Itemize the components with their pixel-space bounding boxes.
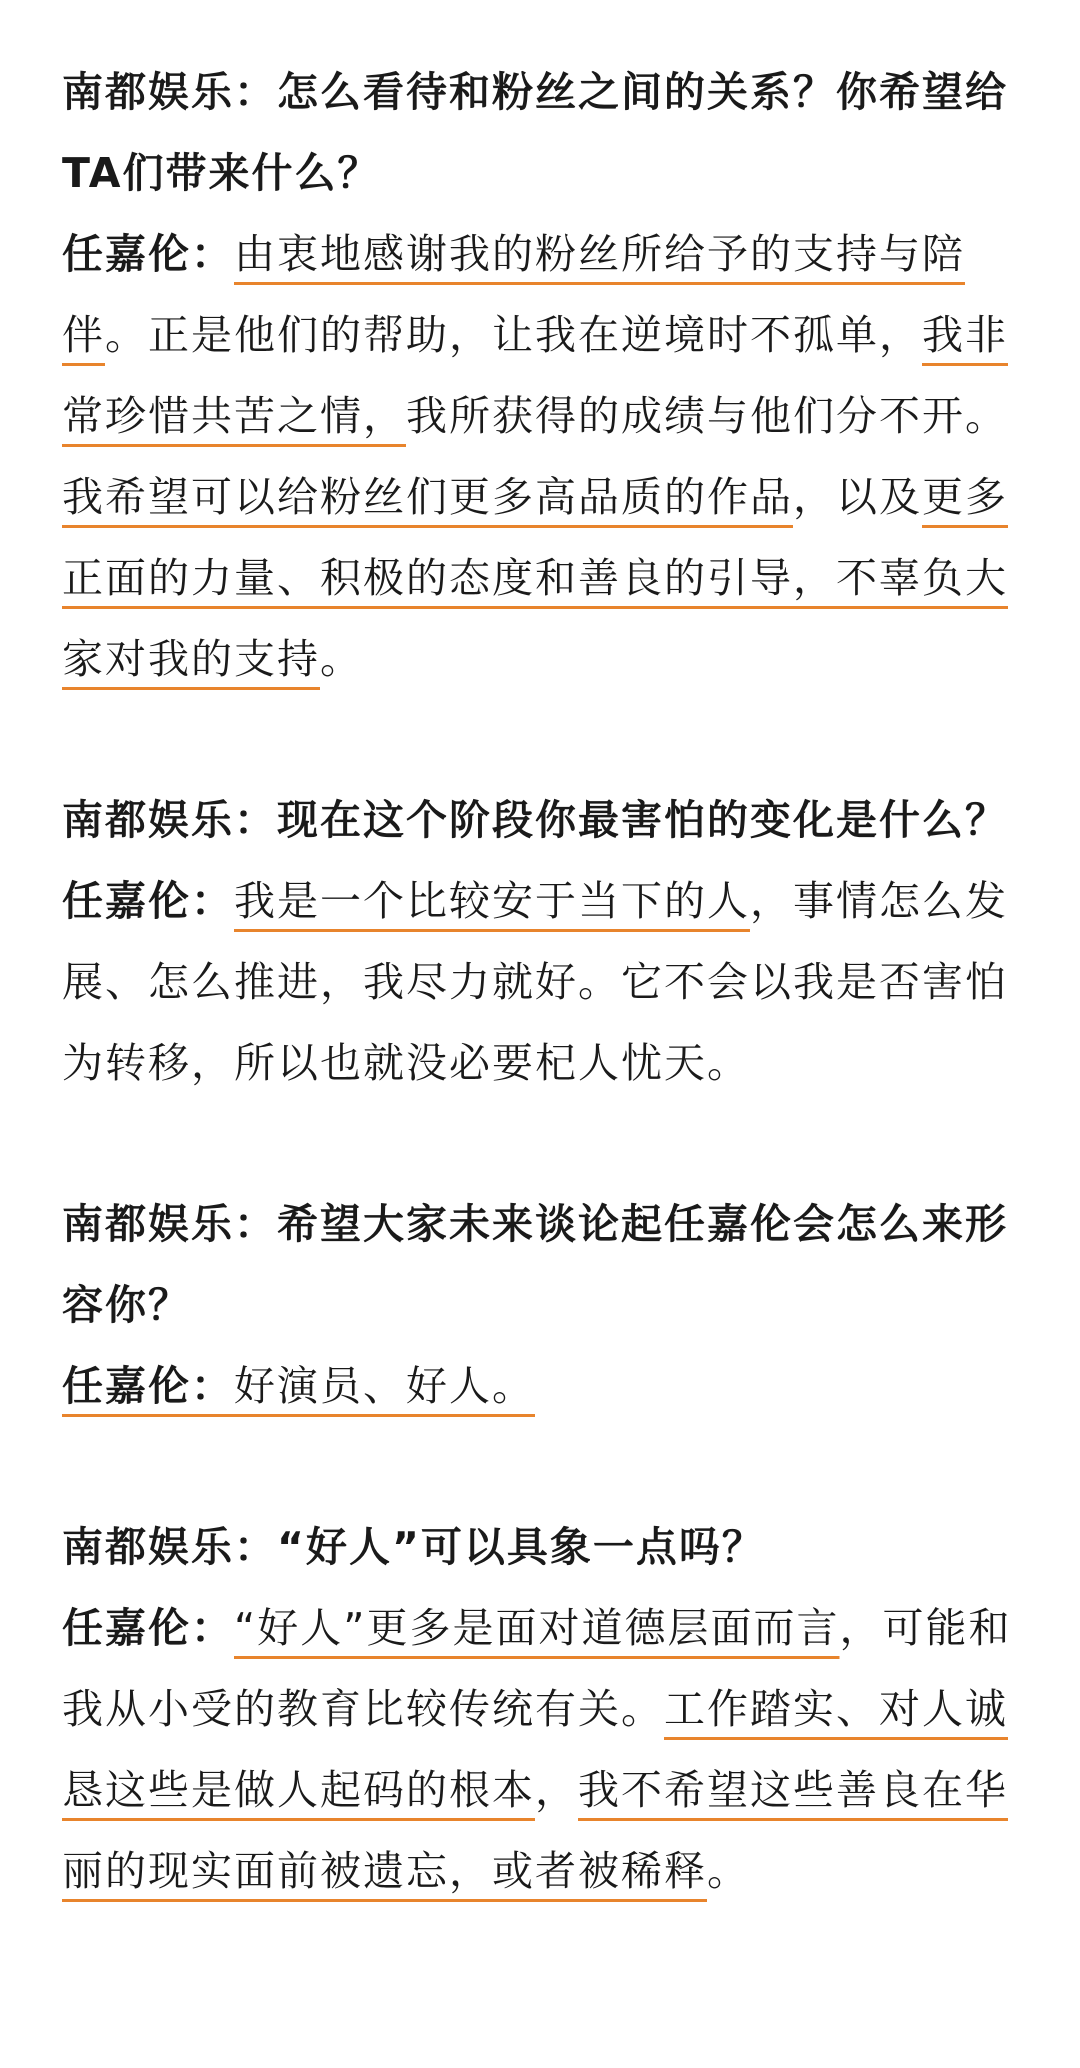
- question: [62, 780, 1022, 861]
- qa-section-4: [62, 1507, 1022, 1912]
- question-text: “好人”可以具象一点吗？: [277, 1523, 765, 1571]
- interviewer-label: 南都娱乐：: [62, 1523, 277, 1571]
- highlighted-text: 由衷地感谢我的粉丝所给予的支持与陪伴: [62, 230, 965, 359]
- answer-text: ，: [535, 1766, 578, 1814]
- answer-text: ，以及: [793, 473, 922, 521]
- highlighted-text: 我希望可以给粉丝们更多高品质的作品: [62, 473, 793, 521]
- highlighted-text: 我是一个比较安于当下的人: [234, 877, 750, 925]
- question-text: 希望大家未来谈论起任嘉伦会怎么来形容你？: [62, 1200, 1008, 1329]
- question: [62, 52, 1022, 214]
- interview-article: [62, 52, 1022, 1992]
- answer-text: ，可能和我从小受的教育比较传统有关。: [62, 1604, 1012, 1733]
- highlighted-text: “好人”更多是面对道德层面而言: [234, 1604, 840, 1652]
- speaker-label: 任嘉伦：: [62, 877, 234, 925]
- highlighted-text: 好演员、好人。: [234, 1362, 535, 1410]
- answer-text: 。: [320, 635, 363, 683]
- question: [62, 1507, 1022, 1588]
- qa-section-1: [62, 52, 1022, 700]
- highlighted-text: 更多正面的力量、积极的态度和善良的引导，不辜负大家对我的支持: [62, 473, 1008, 683]
- answer: [62, 1346, 1022, 1427]
- speaker-label: 任嘉伦：: [62, 1362, 234, 1410]
- answer-text: 。正是他们的帮助，让我在逆境时不孤单，: [105, 311, 922, 359]
- qa-section-2: [62, 780, 1022, 1104]
- question-text: 现在这个阶段你最害怕的变化是什么？: [277, 796, 1008, 844]
- highlighted-text: 我非常珍惜共苦之情，: [62, 311, 1008, 440]
- highlighted-text: 工作踏实、对人诚恳这些是做人起码的根本: [62, 1685, 1008, 1814]
- qa-section-3: [62, 1184, 1022, 1427]
- question: [62, 1184, 1022, 1346]
- answer-text: 。: [707, 1847, 750, 1895]
- answer: [62, 214, 1022, 700]
- interviewer-label: 南都娱乐：: [62, 1200, 277, 1248]
- highlighted-text: 我不希望这些善良在华丽的现实面前被遗忘，或者被稀释: [62, 1766, 1008, 1895]
- interviewer-label: 南都娱乐：: [62, 796, 277, 844]
- answer-text: ，事情怎么发展、怎么推进，我尽力就好。它不会以我是否害怕为转移，所以也就没必要杞人忧天。: [62, 877, 1008, 1087]
- interviewer-label: 南都娱乐：: [62, 68, 277, 116]
- answer: [62, 1588, 1022, 1912]
- answer-text: 我所获得的成绩与他们分不开。: [406, 392, 1008, 440]
- answer: [62, 861, 1022, 1104]
- speaker-label: 任嘉伦：: [62, 230, 234, 278]
- speaker-label: 任嘉伦：: [62, 1604, 234, 1652]
- question-text: 怎么看待和粉丝之间的关系？你希望给TA们带来什么？: [62, 68, 1008, 197]
